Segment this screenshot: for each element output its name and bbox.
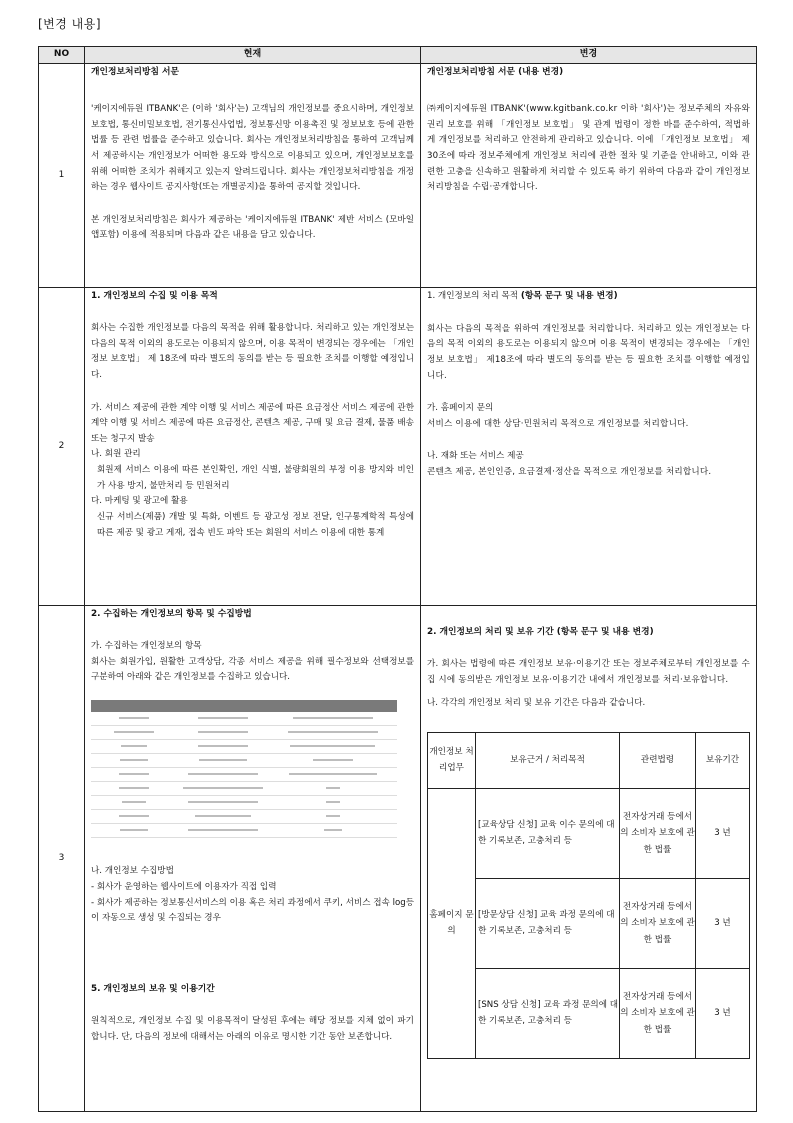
list-item: 나. 개인정보 수집방법 <box>91 866 174 877</box>
section-title: 2. 개인정보의 처리 및 보유 기간 (항목 문구 및 내용 변경) <box>427 627 654 637</box>
mini-row <box>91 740 397 754</box>
collected-items-table-image <box>91 700 397 839</box>
changed-cell <box>421 64 757 288</box>
list-body: - 회사가 제공하는 정보통신서비스의 이용 혹은 처리 과정에서 쿠키, 서비스 접속 log등이 자동으로 생성 및 수집되는 경우 <box>91 897 414 924</box>
title-bold: (항목 문구 및 내용 변경) <box>520 291 618 301</box>
list-body: 서비스 이용에 대한 상담·민원처리 목적으로 개인정보를 처리합니다. <box>427 418 689 429</box>
mini-header <box>91 700 397 712</box>
paragraph: ㈜케이지에듀원 ITBANK'(www.kgitbank.co.kr 이하 '회사')는 정보주체의 자유와 권리 보호를 위해 「개인정보 보호법」 및 관계 법령이 정한 바를 준수하여, 적법하게 개인정보를 처리하고 안전하게 관리하고 있습니다. 이에 「개인정보 보호법」 제30조에 따라 정보주체에게 개인정보 처리에 관한 절차 및 기준을 안내하고, 이와 관련한 고충을 신속하고 원활하게 처리할 수 있도록 하기 위하여 다음과 같이 개인정보처리방침을 수립·공개합니다. <box>427 104 750 193</box>
mini-row <box>91 810 397 824</box>
list-item: 가. 회사는 법령에 따른 개인정보 보유·이용기간 또는 정보주체로부터 개인정보를 수집 시에 동의받은 개인정보 보유·이용기간 내에서 개인정보를 처리·보유합니다. <box>427 659 750 685</box>
retention-row <box>428 968 750 1058</box>
retention-header: 보유근거 / 처리목적 <box>476 732 620 788</box>
list-item: 가. 서비스 제공에 관한 계약 이행 및 서비스 제공에 따른 요금정산 서비스 제공에 관한 계약 이행 및 서비스 제공에 따른 요금정산, 콘텐츠 제공, 구매 및 요금 결제, 물품 배송 또는 청구지 발송 <box>91 402 414 444</box>
title-plain: 1. 개인정보의 처리 목적 <box>427 291 521 301</box>
retention-header: 관련법령 <box>620 732 696 788</box>
paragraph: 회사는 다음의 목적을 위하여 개인정보를 처리합니다. 처리하고 있는 개인정보는 다음의 목적 이외의 용도로는 이용되지 않으며 이용 목적이 변경되는 경우에는 「개인정보 보호법」 제18조에 따라 별도의 동의를 받는 등 필요한 조치를 이행할 예정입니다. <box>427 323 750 381</box>
changed-cell <box>421 606 757 1112</box>
retention-period: 3 년 <box>696 968 750 1058</box>
retention-period: 3 년 <box>696 878 750 968</box>
list-item: 나. 재화 또는 서비스 제공 <box>427 451 524 462</box>
paragraph: 원칙적으로, 개인정보 수집 및 이용목적이 달성된 후에는 해당 정보를 지체 없이 파기합니다. 단, 다음의 정보에 대해서는 아래의 이유로 명시한 기간 동안 보존합니다. <box>91 1015 414 1042</box>
list-body: 회원제 서비스 이용에 따른 본인확인, 개인 식별, 불량회원의 부정 이용 방지와 비인가 사용 방지, 불만처리 등 민원처리 <box>97 465 414 491</box>
table-row <box>39 606 757 1112</box>
retention-period: 3 년 <box>696 788 750 878</box>
table-row <box>39 288 757 606</box>
header-changed: 변경 <box>421 47 757 64</box>
list-item: 가. 홈페이지 문의 <box>427 403 494 414</box>
row-number: 3 <box>39 606 85 1112</box>
mini-row <box>91 782 397 796</box>
list-body: 회사는 회원가입, 원활한 고객상담, 각종 서비스 제공을 위해 필수정보와 선택정보를 구분하여 아래와 같은 개인정보를 수집하고 있습니다. <box>91 656 414 683</box>
paragraph: 회사는 수집한 개인정보를 다음의 목적을 위해 활용합니다. 처리하고 있는 개인정보는 다음의 목적 이외의 용도로는 이용되지 않으며, 이용 목적이 변경되는 경우에는 「개인정보 보호법」 제 18조에 따라 별도의 동의를 받는 등 필요한 조치를 이행할 예정입니다. <box>91 323 414 380</box>
section-title <box>427 288 750 305</box>
retention-row <box>428 788 750 878</box>
section-title: 1. 개인정보의 수집 및 이용 목적 <box>91 291 218 301</box>
section-title: 2. 수집하는 개인정보의 항목 및 수집방법 <box>91 609 252 619</box>
retention-law: 전자상거래 등에서의 소비자 보호에 관한 법률 <box>620 878 696 968</box>
retention-header: 보유기간 <box>696 732 750 788</box>
header-current: 현재 <box>85 47 421 64</box>
section-title: 5. 개인정보의 보유 및 이용기간 <box>91 983 215 994</box>
mini-row <box>91 726 397 740</box>
mini-row <box>91 712 397 726</box>
paragraph: 본 개인정보처리방침은 회사가 제공하는 '케이지에듀원 ITBANK' 제반 서비스 (모바일앱포함) 이용에 적용되며 다음과 같은 내용을 담고 있습니다. <box>91 214 414 241</box>
retention-group: 홈페이지 문의 <box>428 788 476 1058</box>
retention-purpose: [교육상담 신청] 교육 이수 문의에 대한 기록보존, 고충처리 등 <box>476 788 620 878</box>
list-item: 나. 각각의 개인정보 처리 및 보유 기간은 다음과 같습니다. <box>427 698 646 709</box>
list-body: 신규 서비스(제품) 개발 및 특화, 이벤트 등 광고성 정보 전달, 인구통계학적 특성에 따른 제공 및 광고 게재, 접속 빈도 파악 또는 회원의 서비스 이용에 대한 통계 <box>97 512 414 538</box>
paragraph: '케이지에듀원 ITBANK'은 (이하 '회사'는) 고객님의 개인정보를 중요시하며, 개인정보보호법, 통신비밀보호법, 전기통신사업법, 정보통신망 이용촉진 및 정보보호 등에 관한 법률 등 관련 법률을 준수하고 있습니다. 회사는 개인정보처리방침을 통하여 고객님께서 제공하시는 개인정보가 어떠한 용도와 방식으로 이용되고 있으며, 개인정보보호를 위해 어떠한 조치가 취해지고 있는지 알려드립니다. 회사는 개인정보처리방침을 개정하는 경우 웹사이트 공지사항(또는 개별공지)을 통하여 공지할 것입니다. <box>91 104 414 193</box>
retention-law: 전자상거래 등에서의 소비자 보호에 관한 법률 <box>620 788 696 878</box>
header-no: NO <box>39 47 85 64</box>
retention-purpose: [방문상담 신청] 교육 과정 문의에 대한 기록보존, 고충처리 등 <box>476 878 620 968</box>
retention-header-row <box>428 732 750 788</box>
page-heading: [변경 내용] <box>38 17 102 31</box>
section-title: 개인정보처리방침 서문 (내용 변경) <box>427 67 564 77</box>
retention-table <box>427 732 750 1059</box>
mini-row <box>91 754 397 768</box>
section-title: 개인정보처리방침 서문 <box>91 67 180 77</box>
current-cell <box>85 288 421 606</box>
retention-row <box>428 878 750 968</box>
list-item: 나. 회원 관리 <box>91 449 141 460</box>
row-number: 2 <box>39 288 85 606</box>
changed-cell <box>421 288 757 606</box>
current-cell <box>85 606 421 1112</box>
change-table <box>38 46 757 1112</box>
list-body: - 회사가 운영하는 웹사이트에 이용자가 직접 입력 <box>91 882 277 893</box>
retention-purpose: [SNS 상담 신청] 교육 과정 문의에 대한 기록보존, 고충처리 등 <box>476 968 620 1058</box>
retention-header: 개인정보 처리업무 <box>428 732 476 788</box>
mini-row <box>91 796 397 810</box>
list-body: 콘텐츠 제공, 본인인증, 요금결제·정산을 목적으로 개인정보를 처리합니다. <box>427 467 712 478</box>
retention-law: 전자상거래 등에서의 소비자 보호에 관한 법률 <box>620 968 696 1058</box>
mini-row <box>91 768 397 782</box>
row-number: 1 <box>39 64 85 288</box>
list-item: 가. 수집하는 개인정보의 항목 <box>91 641 202 651</box>
current-cell <box>85 64 421 288</box>
table-row <box>39 64 757 288</box>
list-item: 다. 마케팅 및 광고에 활용 <box>91 496 188 507</box>
header-row <box>39 47 757 64</box>
mini-row <box>91 824 397 838</box>
